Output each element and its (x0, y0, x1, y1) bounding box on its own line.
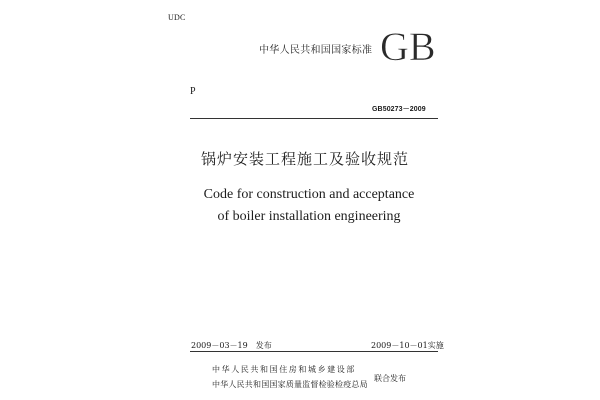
english-title-line-1: Code for construction and acceptance (203, 187, 415, 202)
issuer-ministry-housing: 中华人民共和国住房和城乡建设部 (212, 365, 356, 374)
standard-code: GB50273－2009 (372, 106, 426, 113)
udc-label: UDC (168, 13, 186, 22)
bottom-divider (190, 351, 438, 352)
issue-date: 2009－03－19 发布 (191, 341, 272, 350)
issuer-quality-supervision: 中华人民共和国国家质量监督检验检疫总局 (212, 380, 368, 389)
gb-logo (378, 24, 436, 69)
gb-logo-text: GB (380, 24, 436, 69)
joint-issue-label: 联合发布 (374, 374, 406, 383)
chinese-title: 锅炉安装工程施工及验收规范 (200, 150, 409, 168)
classification-letter: P (190, 86, 196, 97)
top-divider (190, 118, 438, 119)
implementation-date: 2009－10－01实施 (371, 341, 444, 350)
national-standard-title: 中华人民共和国国家标准 (259, 45, 373, 56)
english-title-line-2: of boiler installation engineering (217, 209, 401, 224)
